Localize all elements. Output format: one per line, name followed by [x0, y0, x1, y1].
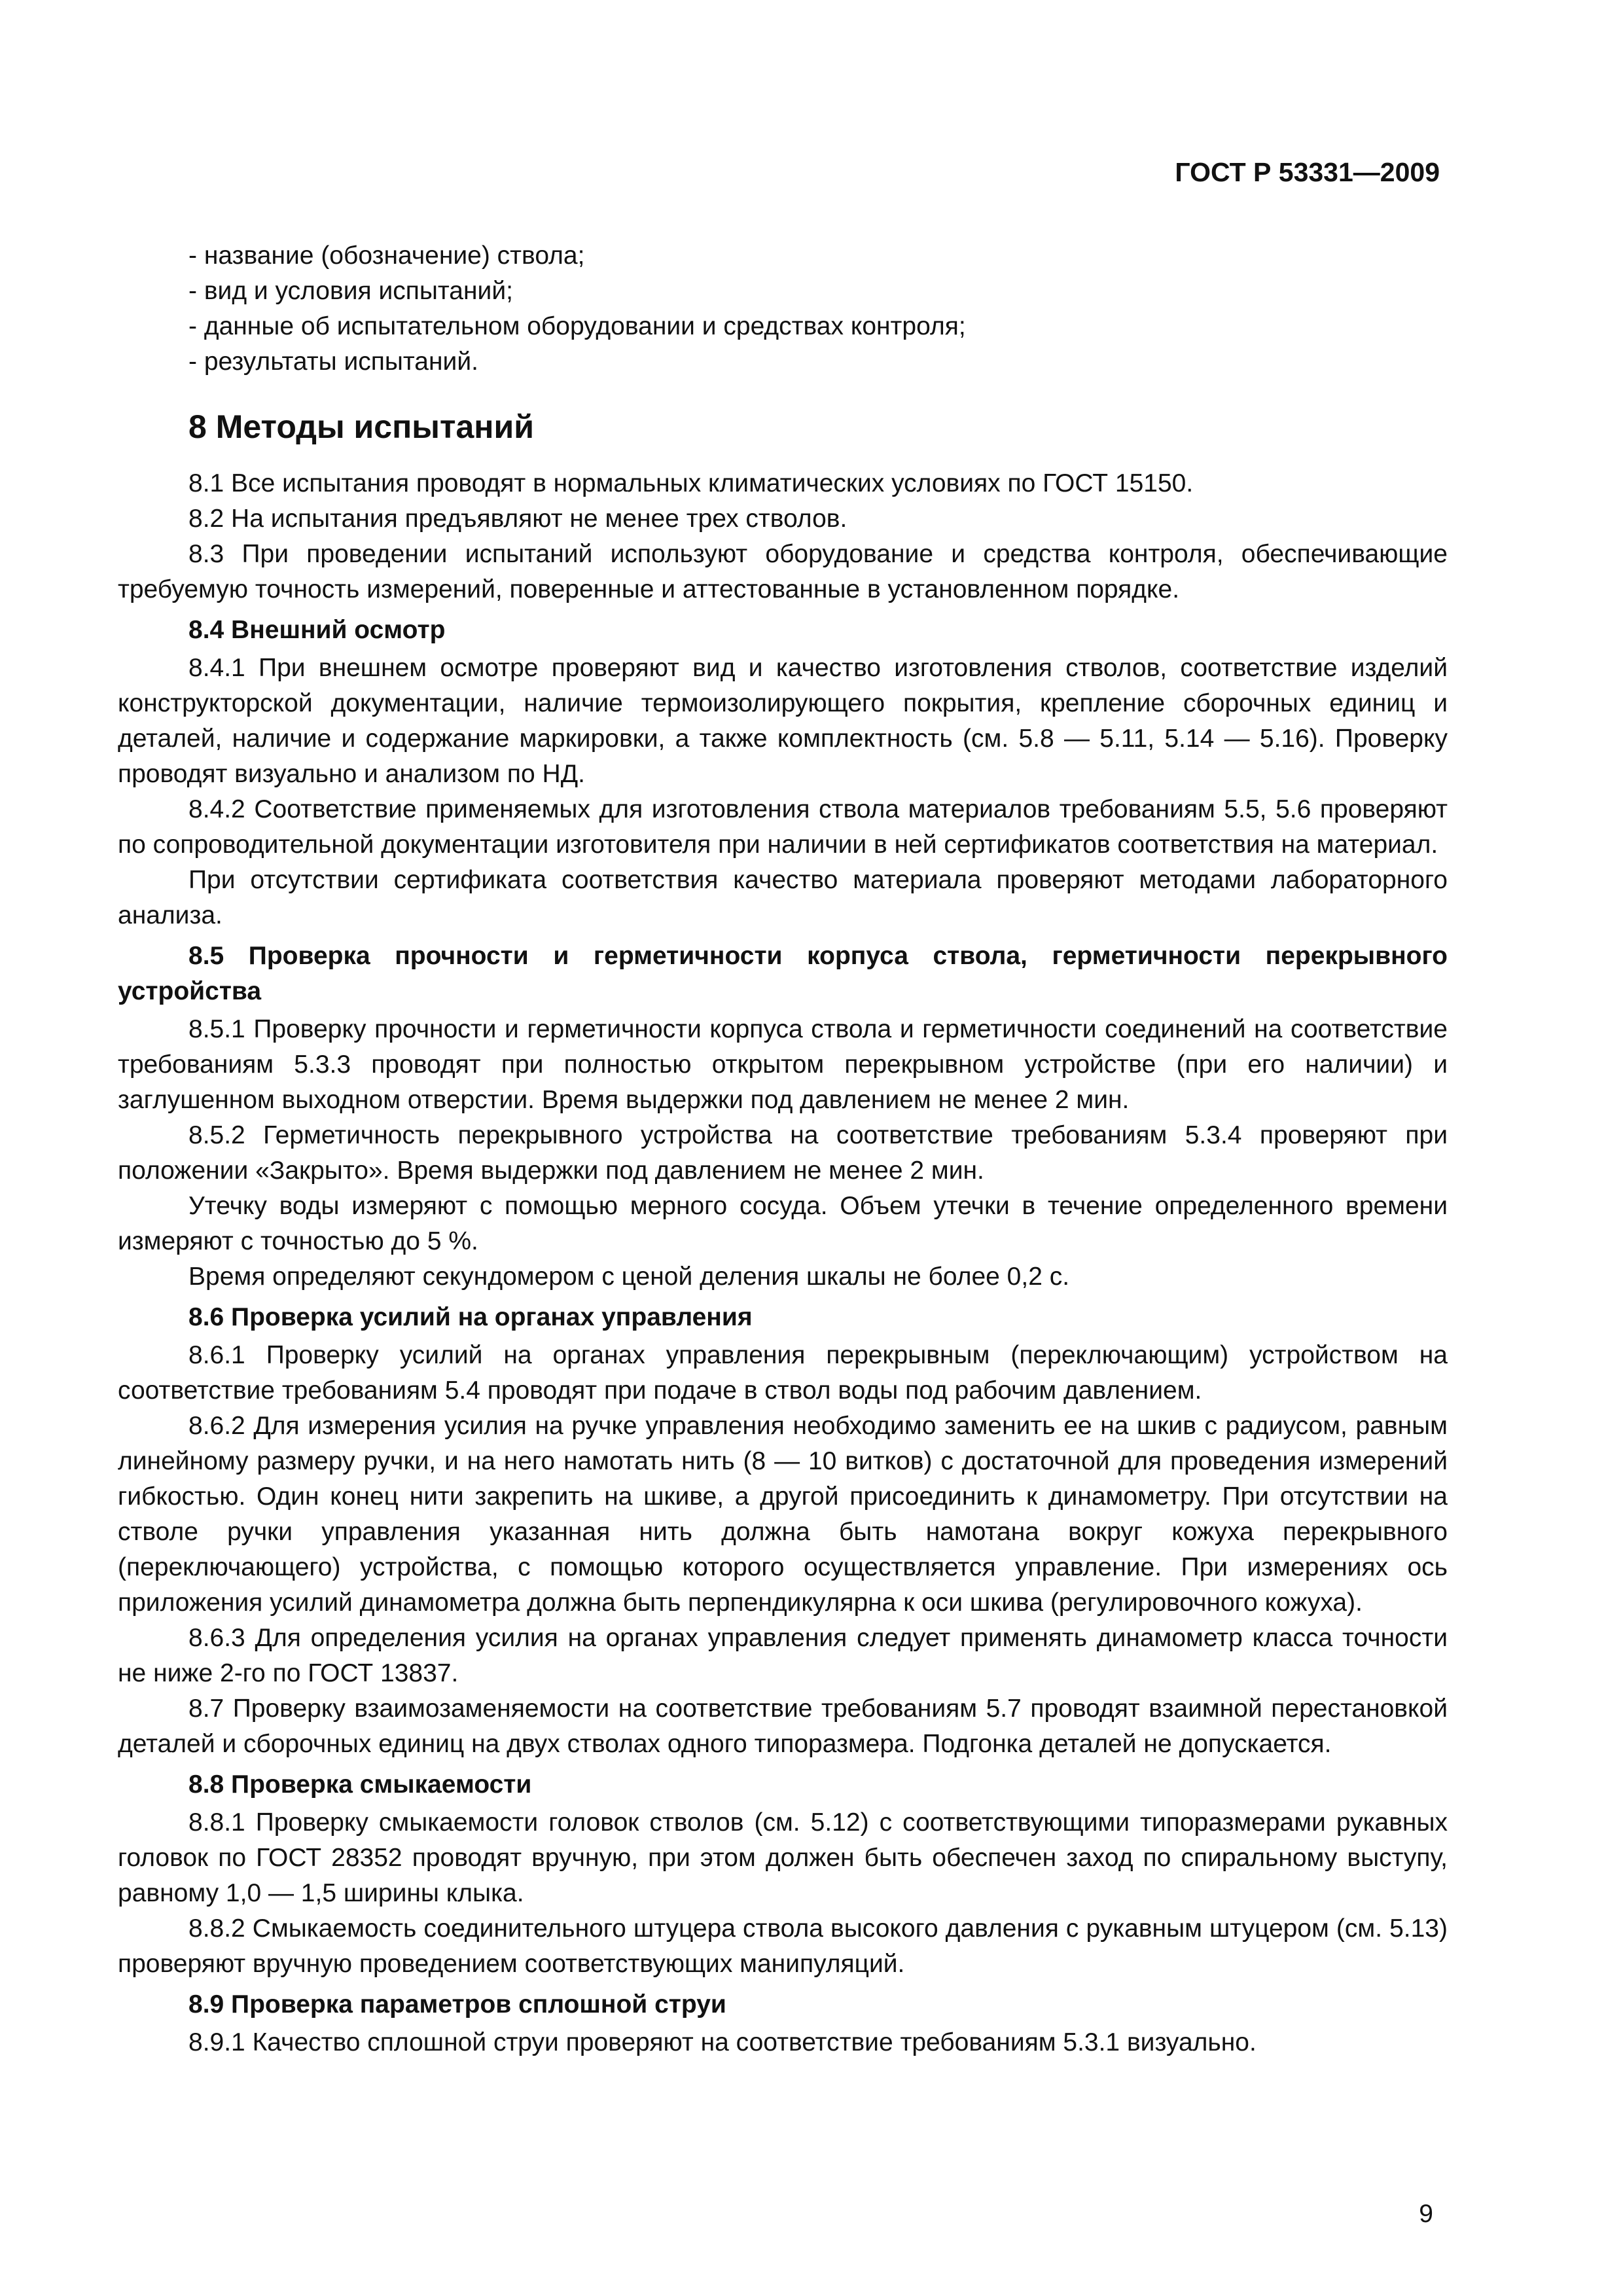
paragraph-8-4-1: 8.4.1 При внешнем осмотре проверяют вид и качество изготовления стволов, соответствие изделий конструкторской документации, наличие термоизолирующего покрытия, крепление сборочных единиц и деталей, наличие и содержание маркировки, а также комплектность (см. 5.8 — 5.11, 5.14 — 5.16). Проверку проводят визуально и анализом по НД. — [118, 654, 1448, 788]
subsection-heading-8-4: 8.4 Внешний осмотр — [188, 616, 446, 644]
paragraph-8-5-1: 8.5.1 Проверку прочности и герметичности корпуса ствола и герметичности соединений на соответствие требованиям 5.3.3 проводят при полностью открытом перекрывном устройстве (при его наличии) и заглушенном выходном отверстии. Время выдержки под давлением не менее 2 мин. — [118, 1015, 1448, 1114]
paragraph-8-4-2: 8.4.2 Соответствие применяемых для изготовления ствола материалов требованиям 5.5, 5.6 проверяют по сопроводительной документации изготовителя при наличии в ней сертификатов соответствия на материал. — [118, 795, 1448, 859]
paragraph-8-8-1: 8.8.1 Проверку смыкаемости головок стволов (см. 5.12) с соответствующими типоразмерами рукавных головок по ГОСТ 28352 проводят вручную, при этом должен быть обеспечен заход по спиральному выступу, равному 1,0 — 1,5 ширины клыка. — [118, 1808, 1448, 1907]
subsection-heading-8-8: 8.8 Проверка смыкаемости — [188, 1770, 532, 1799]
list-item: - вид и условия испытаний; — [188, 277, 513, 305]
list-item: - название (обозначение) ствола; — [188, 242, 585, 270]
paragraph-8-2: 8.2 На испытания предъявляют не менее трех стволов. — [188, 505, 847, 533]
paragraph-8-5-2-leak: Утечку воды измеряют с помощью мерного сосуда. Объем утечки в течение определенного времени измеряют с точностью до 5 %. — [118, 1192, 1448, 1255]
document-code-header: ГОСТ Р 53331—2009 — [1175, 157, 1440, 187]
paragraph-8-5-2-time: Время определяют секундомером с ценой деления шкалы не более 0,2 с. — [188, 1263, 1070, 1291]
subsection-heading-8-5: 8.5 Проверка прочности и герметичности корпуса ствола, герметичности перекрывного устройства — [118, 942, 1448, 1005]
subsection-heading-8-9: 8.9 Проверка параметров сплошной струи — [188, 1990, 726, 2018]
paragraph-8-9-1: 8.9.1 Качество сплошной струи проверяют на соответствие требованиям 5.3.1 визуально. — [188, 2028, 1257, 2056]
paragraph-8-5-2: 8.5.2 Герметичность перекрывного устройства на соответствие требованиям 5.3.4 проверяют при положении «Закрыто». Время выдержки под давлением не менее 2 мин. — [118, 1121, 1448, 1185]
subsection-heading-8-6: 8.6 Проверка усилий на органах управления — [188, 1303, 753, 1331]
paragraph-8-4-2-continued: При отсутствии сертификата соответствия качество материала проверяют методами лабораторного анализа. — [118, 866, 1448, 929]
paragraph-8-8-2: 8.8.2 Смыкаемость соединительного штуцера ствола высокого давления с рукавным штуцером (см. 5.13) проверяют вручную проведением соответствующих манипуляций. — [118, 1914, 1448, 1978]
paragraph-8-6-2: 8.6.2 Для измерения усилия на ручке управления необходимо заменить ее на шкив с радиусом, равным линейному размеру ручки, и на него намотать нить (8 — 10 витков) с достаточной для проведения измерений гибкостью. Один конец нити закрепить на шкиве, а другой присоединить к динамометру. При отсутствии на стволе ручки управления указанная нить должна быть намотана вокруг кожуха перекрывного (переключающего) устройства, с помощью которого осуществляется управление. При измерениях ось приложения усилий динамометра должна быть перпендикулярна к оси шкива (регулировочного кожуха). — [118, 1412, 1448, 1617]
paragraph-8-6-1: 8.6.1 Проверку усилий на органах управления перекрывным (переключающим) устройством на соответствие требованиям 5.4 проводят при подаче в ствол воды под рабочим давлением. — [118, 1341, 1448, 1405]
list-item: - результаты испытаний. — [188, 348, 478, 376]
paragraph-8-7: 8.7 Проверку взаимозаменяемости на соответствие требованиям 5.7 проводят взаимной перестановкой деталей и сборочных единиц на двух стволах одного типоразмера. Подгонка деталей не допускается. — [118, 1695, 1448, 1758]
paragraph-8-3: 8.3 При проведении испытаний используют оборудование и средства контроля, обеспечивающие требуемую точность измерений, поверенные и аттестованные в установленном порядке. — [118, 540, 1448, 603]
paragraph-8-1: 8.1 Все испытания проводят в нормальных климатических условиях по ГОСТ 15150. — [188, 469, 1194, 497]
paragraph-8-6-3: 8.6.3 Для определения усилия на органах управления следует применять динамометр класса точности не ниже 2-го по ГОСТ 13837. — [118, 1624, 1448, 1687]
page-content — [118, 238, 1448, 2060]
section-title: 8 Методы испытаний — [188, 408, 534, 445]
list-item: - данные об испытательном оборудовании и средствах контроля; — [188, 312, 966, 340]
intro-dash-list — [118, 238, 1448, 380]
page-number: 9 — [1419, 2200, 1433, 2228]
